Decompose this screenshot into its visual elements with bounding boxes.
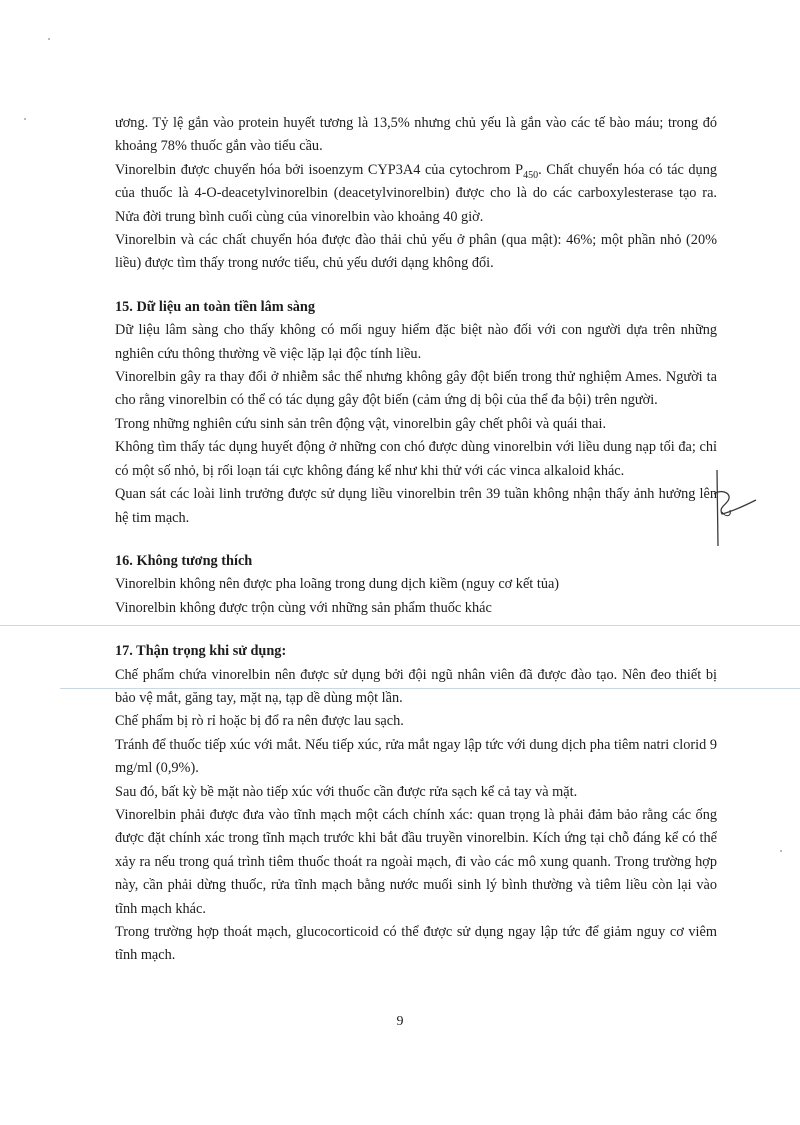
paragraph: Vinorelbin gây ra thay đổi ở nhiễm sắc thể nhưng không gây đột biến trong thử nghiệm Ames. Người ta cho rằng vinorelbin có thể có tác dụng gây đột biến (cảm ứng dị bội của thể đa bội) trên người. — [115, 369, 717, 409]
paragraph: Quan sát các loài linh trưởng được sử dụng liều vinorelbin trên 39 tuần không nhận thấy ảnh hưởng lên hệ tim mạch. — [115, 486, 717, 526]
scan-dot — [24, 118, 26, 120]
paragraph: Vinorelbin phải được đưa vào tĩnh mạch một cách chính xác: quan trọng là phải đảm bảo rằng các ống được đặt chính xác trong tĩnh mạch trước khi bắt đầu truyền vinorelbin. Kích ứng tại chỗ đáng kể có thể xảy ra nếu trong quá trình tiêm thuốc thoát ra ngoài mạch, đi vào các mô xung quanh. Trong trường hợp này, cần phải dừng thuốc, rửa tĩnh mạch bằng nước muối sinh lý bình thường và tiêm liều còn lại vào tĩnh mạch khác. — [115, 806, 717, 917]
paragraph: Vinorelbin được chuyển hóa bởi isoenzym CYP3A4 của cytochrom $P_{450}$. Chất chuyển hóa có tác dụng của thuốc là 4-O-deacetylvinorelbin (deacetylvinorelbin) được cho là do các carboxylesterase tạo ra. Nửa đời trung bình cuối cùng của vinorelbin vào khoảng 40 giờ. — [115, 161, 717, 225]
paragraph: Không tìm thấy tác dụng huyết động ở những con chó được dùng vinorelbin với liều dung nạp tối đa; chỉ có một số nhỏ, bị rối loạn tái cực không đáng kể như khi thử với các vinca alkaloid khác. — [115, 439, 717, 479]
scan-dot — [48, 38, 50, 40]
section-heading: 16. Không tương thích — [115, 552, 253, 569]
paragraph: Dữ liệu lâm sàng cho thấy không có mối nguy hiểm đặc biệt nào đối với con người dựa trên những nghiên cứu thông thường về việc lặp lại độc tính liều. — [115, 322, 717, 362]
paragraph: Tránh để thuốc tiếp xúc với mắt. Nếu tiếp xúc, rửa mắt ngay lập tức với dung dịch pha tiêm natri clorid 9 mg/ml (0,9%). — [115, 736, 717, 777]
section-gap — [115, 276, 717, 296]
paragraph: Trong những nghiên cứu sinh sản trên động vật, vinorelbin gây chết phôi và quái thai. — [115, 415, 607, 432]
paragraph: Chế phẩm bị rò rỉ hoặc bị đổ ra nên được lau sạch. — [115, 713, 404, 730]
document-body — [115, 112, 717, 968]
paragraph: Vinorelbin không được trộn cùng với những sản phẩm thuốc khác — [115, 599, 492, 616]
paragraph: Vinorelbin không nên được pha loãng trong dung dịch kiềm (nguy cơ kết tủa) — [115, 576, 560, 593]
paragraph: Sau đó, bất kỳ bề mặt nào tiếp xúc với thuốc cần được rửa sạch kể cả tay và mặt. — [115, 783, 578, 800]
page-number: 9 — [396, 1014, 404, 1029]
paragraph: ương. Tỷ lệ gắn vào protein huyết tương là 13,5% nhưng chủ yếu là gắn vào các tế bào máu; trong đó khoảng 78% thuốc gắn vào tiểu cầu. — [115, 115, 717, 155]
section-gap — [115, 530, 717, 550]
section-heading: 17. Thận trọng khi sử dụng: — [115, 643, 287, 660]
section-heading: 15. Dữ liệu an toàn tiền lâm sàng — [115, 298, 316, 315]
paragraph: Vinorelbin và các chất chuyển hóa được đào thải chủ yếu ở phân (qua mật): 46%; một phần nhỏ (20% liều) được tìm thấy trong nước tiểu, chủ yếu dưới dạng không đổi. — [115, 232, 717, 272]
section-gap — [115, 620, 717, 640]
scan-dot — [780, 850, 782, 852]
handwritten-initials — [700, 468, 760, 548]
paragraph: Chế phẩm chứa vinorelbin nên được sử dụng bởi đội ngũ nhân viên đã được đào tạo. Nên đeo thiết bị bảo vệ mắt, găng tay, mặt nạ, tạp dề dùng một lần. — [115, 666, 717, 706]
paragraph: Trong trường hợp thoát mạch, glucocorticoid có thể được sử dụng ngay lập tức để giảm nguy cơ viêm tĩnh mạch. — [115, 924, 717, 964]
